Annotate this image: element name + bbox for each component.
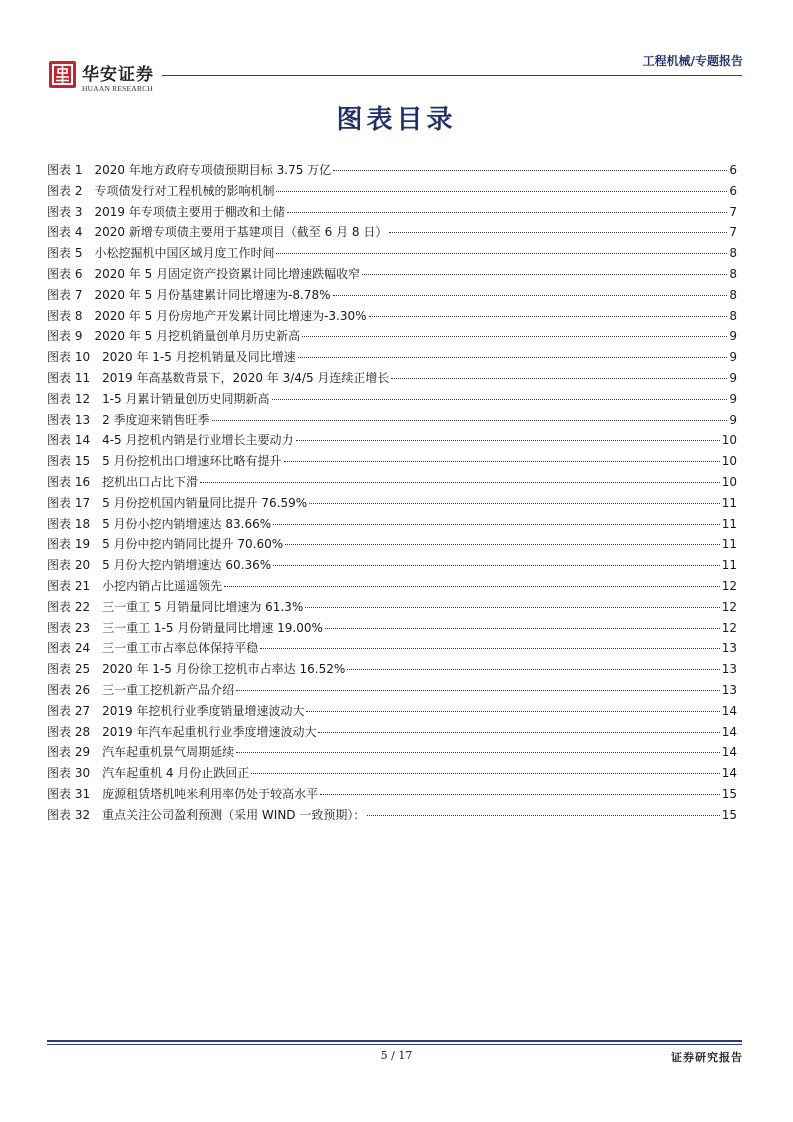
logo-mark-icon — [49, 61, 76, 88]
toc-entry-page: 9 — [729, 391, 737, 406]
toc-leader-dots — [276, 191, 727, 192]
toc-entry-page: 9 — [729, 329, 737, 344]
toc-entry-page: 8 — [729, 308, 737, 323]
toc-entry-label: 图表 23 — [47, 620, 91, 635]
toc-entry-page: 7 — [729, 204, 737, 219]
toc-leader-dots — [272, 399, 728, 400]
toc-entry[interactable] — [47, 223, 737, 244]
toc-leader-dots — [302, 336, 727, 337]
toc-leader-dots — [298, 357, 728, 358]
toc-leader-dots — [287, 212, 728, 213]
toc-entry-page: 13 — [721, 682, 737, 697]
company-logo — [49, 61, 76, 88]
footer-label: 证券研究报告 — [671, 1051, 743, 1064]
toc-entry[interactable] — [47, 431, 737, 452]
toc-entry-page: 12 — [721, 578, 737, 593]
toc-leader-dots — [362, 274, 727, 275]
toc-entry-label: 图表 32 — [47, 807, 91, 822]
toc-entry-page: 6 — [729, 163, 737, 177]
toc-entry[interactable] — [47, 764, 737, 785]
toc-leader-dots — [333, 295, 728, 296]
toc-entry-title: 2020 年 1-5 月份徐工挖机市占率达 16.52% — [102, 662, 346, 677]
toc-entry-page: 11 — [721, 537, 737, 552]
toc-entry[interactable] — [47, 681, 737, 702]
toc-leader-dots — [320, 794, 720, 795]
toc-leader-dots — [369, 316, 728, 317]
toc-entry-title: 2019 年汽车起重机行业季度增速波动大 — [102, 724, 317, 739]
toc-entry[interactable] — [47, 244, 737, 265]
toc-entry[interactable] — [47, 639, 737, 660]
toc-entry-page: 11 — [721, 516, 737, 531]
toc-leader-dots — [391, 378, 727, 379]
toc-entry-title: 小松挖掘机中国区域月度工作时间 — [94, 246, 275, 261]
toc-leader-dots — [284, 461, 720, 462]
toc-entry-page: 15 — [721, 807, 737, 822]
toc-entry[interactable] — [47, 390, 737, 411]
toc-entry-page: 11 — [721, 558, 737, 573]
page-number: 5 / 17 — [380, 1049, 413, 1062]
toc-leader-dots — [276, 253, 727, 254]
toc-entry-title: 专项债发行对工程机械的影响机制 — [94, 183, 275, 198]
toc-entry-title: 5 月份中挖内销同比提升 70.60% — [102, 537, 284, 552]
brand-name: 华安证券 — [82, 65, 154, 85]
toc-entry-title: 三一重工 1-5 月份销量同比增速 19.00% — [102, 620, 323, 635]
toc-leader-dots — [251, 773, 719, 774]
toc-entry-page: 14 — [721, 703, 737, 718]
toc-entry-label: 图表 24 — [47, 641, 91, 656]
toc-leader-dots — [347, 669, 719, 670]
toc-entry[interactable] — [47, 473, 737, 494]
toc-entry-page: 14 — [721, 745, 737, 760]
toc-leader-dots — [224, 586, 720, 587]
toc-entry[interactable] — [47, 660, 737, 681]
toc-entry-label: 图表 26 — [47, 682, 91, 697]
toc-entry-title: 庞源租赁塔机吨米利用率仍处于较高水平 — [102, 786, 319, 801]
toc-entry-title: 2020 年 5 月份房地产开发累计同比增速为-3.30% — [94, 308, 367, 323]
toc-entry-page: 8 — [729, 246, 737, 261]
toc-leader-dots — [200, 482, 720, 483]
toc-leader-dots — [273, 565, 720, 566]
toc-leader-dots — [305, 607, 719, 608]
toc-entry-page: 13 — [721, 641, 737, 656]
toc-entry-label: 图表 5 — [47, 246, 83, 261]
toc-entry[interactable] — [47, 598, 737, 619]
toc-entry-title: 重点关注公司盈利预测（采用 WIND 一致预期）： — [102, 807, 366, 822]
toc-entry-label: 图表 17 — [47, 495, 91, 510]
toc-entry-page: 7 — [729, 225, 737, 240]
toc-entry[interactable] — [47, 535, 737, 556]
toc-entry-label: 图表 22 — [47, 599, 91, 614]
toc-entry-page: 12 — [721, 620, 737, 635]
toc-entry-title: 2019 年高基数背景下，2020 年 3/4/5 月连续正增长 — [102, 370, 390, 385]
toc-entry[interactable] — [47, 369, 737, 390]
toc-entry-label: 图表 9 — [47, 329, 83, 344]
toc-entry-page: 11 — [721, 495, 737, 510]
toc-leader-dots — [333, 170, 727, 171]
toc-entry[interactable] — [47, 307, 737, 328]
toc-entry[interactable] — [47, 411, 737, 432]
toc-entry-page: 13 — [721, 662, 737, 677]
toc-entry[interactable] — [47, 556, 737, 577]
toc-entry-label: 图表 4 — [47, 225, 83, 240]
toc-entry[interactable] — [47, 348, 737, 369]
toc-entry-page: 8 — [729, 287, 737, 302]
header-divider — [162, 75, 742, 76]
toc-entry-label: 图表 21 — [47, 578, 91, 593]
toc-entry[interactable] — [47, 723, 737, 744]
toc-entry-label: 图表 20 — [47, 558, 91, 573]
toc-entry[interactable] — [47, 452, 737, 473]
toc-entry-title: 2 季度迎来销售旺季 — [102, 412, 210, 427]
toc-entry-title: 2019 年挖机行业季度销量增速波动大 — [102, 703, 305, 718]
brand-name-en: HUAAN RESEARCH — [82, 84, 153, 93]
toc-entry-label: 图表 29 — [47, 745, 91, 760]
toc-entry-title: 5 月份挖机国内销量同比提升 76.59% — [102, 495, 308, 510]
toc-entry[interactable] — [47, 161, 737, 182]
toc-entry-page: 9 — [729, 412, 737, 427]
toc-entry-page: 14 — [721, 724, 737, 739]
toc-entry-title: 1-5 月累计销量创历史同期新高 — [102, 391, 270, 406]
toc-entry[interactable] — [47, 702, 737, 723]
toc-entry-page: 15 — [721, 786, 737, 801]
toc-leader-dots — [318, 732, 719, 733]
toc-entry-title: 汽车起重机 4 月份止跌回正 — [102, 766, 250, 781]
toc-entry-label: 图表 6 — [47, 266, 83, 281]
toc-entry[interactable] — [47, 785, 737, 806]
page-title: 图表目录 — [336, 105, 457, 135]
toc-entry-title: 4-5 月挖机内销是行业增长主要动力 — [102, 433, 294, 448]
toc-leader-dots — [389, 232, 727, 233]
toc-entry[interactable] — [47, 806, 737, 827]
toc-entry-label: 图表 7 — [47, 287, 83, 302]
toc-entry-title: 三一重工挖机新产品介绍 — [102, 682, 235, 697]
toc-entry-title: 2020 年 5 月固定资产投资累计同比增速跌幅收窄 — [94, 266, 361, 281]
toc-entry-label: 图表 19 — [47, 537, 91, 552]
toc-entry-label: 图表 27 — [47, 703, 91, 718]
toc-leader-dots — [306, 711, 719, 712]
toc-entry-label: 图表 1 — [47, 163, 83, 177]
toc-leader-dots — [260, 648, 720, 649]
toc-leader-dots — [325, 628, 720, 629]
toc-entry-label: 图表 25 — [47, 662, 91, 677]
toc-entry[interactable] — [47, 743, 737, 764]
toc-entry-label: 图表 10 — [47, 350, 91, 365]
toc-entry-label: 图表 12 — [47, 391, 91, 406]
toc-entry-title: 挖机出口占比下滑 — [102, 474, 199, 489]
toc-leader-dots — [212, 420, 728, 421]
toc-leader-dots — [296, 440, 720, 441]
toc-entry-label: 图表 16 — [47, 474, 91, 489]
toc-entry-label: 图表 14 — [47, 433, 91, 448]
toc-entry-title: 2020 年 1-5 月挖机销量及同比增速 — [102, 350, 296, 365]
toc-leader-dots — [367, 815, 719, 816]
toc-entry-label: 图表 30 — [47, 766, 91, 781]
toc-entry-label: 图表 8 — [47, 308, 83, 323]
toc-entry-title: 2019 年专项债主要用于棚改和土储 — [94, 204, 285, 219]
toc-entry-label: 图表 13 — [47, 412, 91, 427]
toc-entry-title: 三一重工市占率总体保持平稳 — [102, 641, 259, 656]
toc-entry-page: 10 — [721, 433, 737, 448]
figure-list — [47, 161, 737, 827]
toc-entry[interactable] — [47, 515, 737, 536]
toc-entry-label: 图表 28 — [47, 724, 91, 739]
toc-entry-page: 14 — [721, 766, 737, 781]
toc-entry-title: 2020 年 5 月挖机销量创单月历史新高 — [94, 329, 301, 344]
toc-entry-title: 汽车起重机景气周期延续 — [102, 745, 235, 760]
toc-leader-dots — [273, 524, 720, 525]
toc-entry-page: 8 — [729, 266, 737, 281]
toc-entry-label: 图表 2 — [47, 183, 83, 198]
toc-entry-title: 5 月份挖机出口增速环比略有提升 — [102, 454, 282, 469]
toc-entry-page: 9 — [729, 370, 737, 385]
toc-entry-title: 2020 新增专项债主要用于基建项目（截至 6 月 8 日） — [94, 225, 388, 240]
toc-entry[interactable] — [47, 265, 737, 286]
toc-entry-label: 图表 3 — [47, 204, 83, 219]
toc-leader-dots — [236, 752, 720, 753]
toc-entry-title: 小挖内销占比遥遥领先 — [102, 578, 223, 593]
toc-entry[interactable] — [47, 577, 737, 598]
toc-entry-label: 图表 31 — [47, 786, 91, 801]
toc-entry[interactable] — [47, 619, 737, 640]
report-category: 工程机械/专题报告 — [642, 54, 743, 68]
toc-entry-label: 图表 15 — [47, 454, 91, 469]
toc-entry-page: 9 — [729, 350, 737, 365]
toc-entry[interactable] — [47, 327, 737, 348]
toc-leader-dots — [309, 503, 720, 504]
toc-entry-label: 图表 18 — [47, 516, 91, 531]
toc-entry[interactable] — [47, 182, 737, 203]
toc-entry-title: 5 月份小挖内销增速达 83.66% — [102, 516, 272, 531]
toc-entry-title: 2020 年地方政府专项债预期目标 3.75 万亿 — [94, 163, 332, 177]
toc-entry-title: 2020 年 5 月份基建累计同比增速为-8.78% — [94, 287, 331, 302]
toc-entry-label: 图表 11 — [47, 370, 91, 385]
toc-entry-title: 5 月份大挖内销增速达 60.36% — [102, 558, 272, 573]
toc-entry[interactable] — [47, 203, 737, 224]
toc-entry-page: 6 — [729, 183, 737, 198]
toc-entry[interactable] — [47, 286, 737, 307]
toc-entry-page: 10 — [721, 474, 737, 489]
toc-entry-page: 10 — [721, 454, 737, 469]
toc-entry-page: 12 — [721, 599, 737, 614]
toc-leader-dots — [236, 690, 720, 691]
toc-entry[interactable] — [47, 494, 737, 515]
footer-divider — [47, 1040, 742, 1042]
toc-leader-dots — [285, 544, 720, 545]
footer-divider-thin — [47, 1044, 742, 1045]
toc-entry-title: 三一重工 5 月销量同比增速为 61.3% — [102, 599, 304, 614]
